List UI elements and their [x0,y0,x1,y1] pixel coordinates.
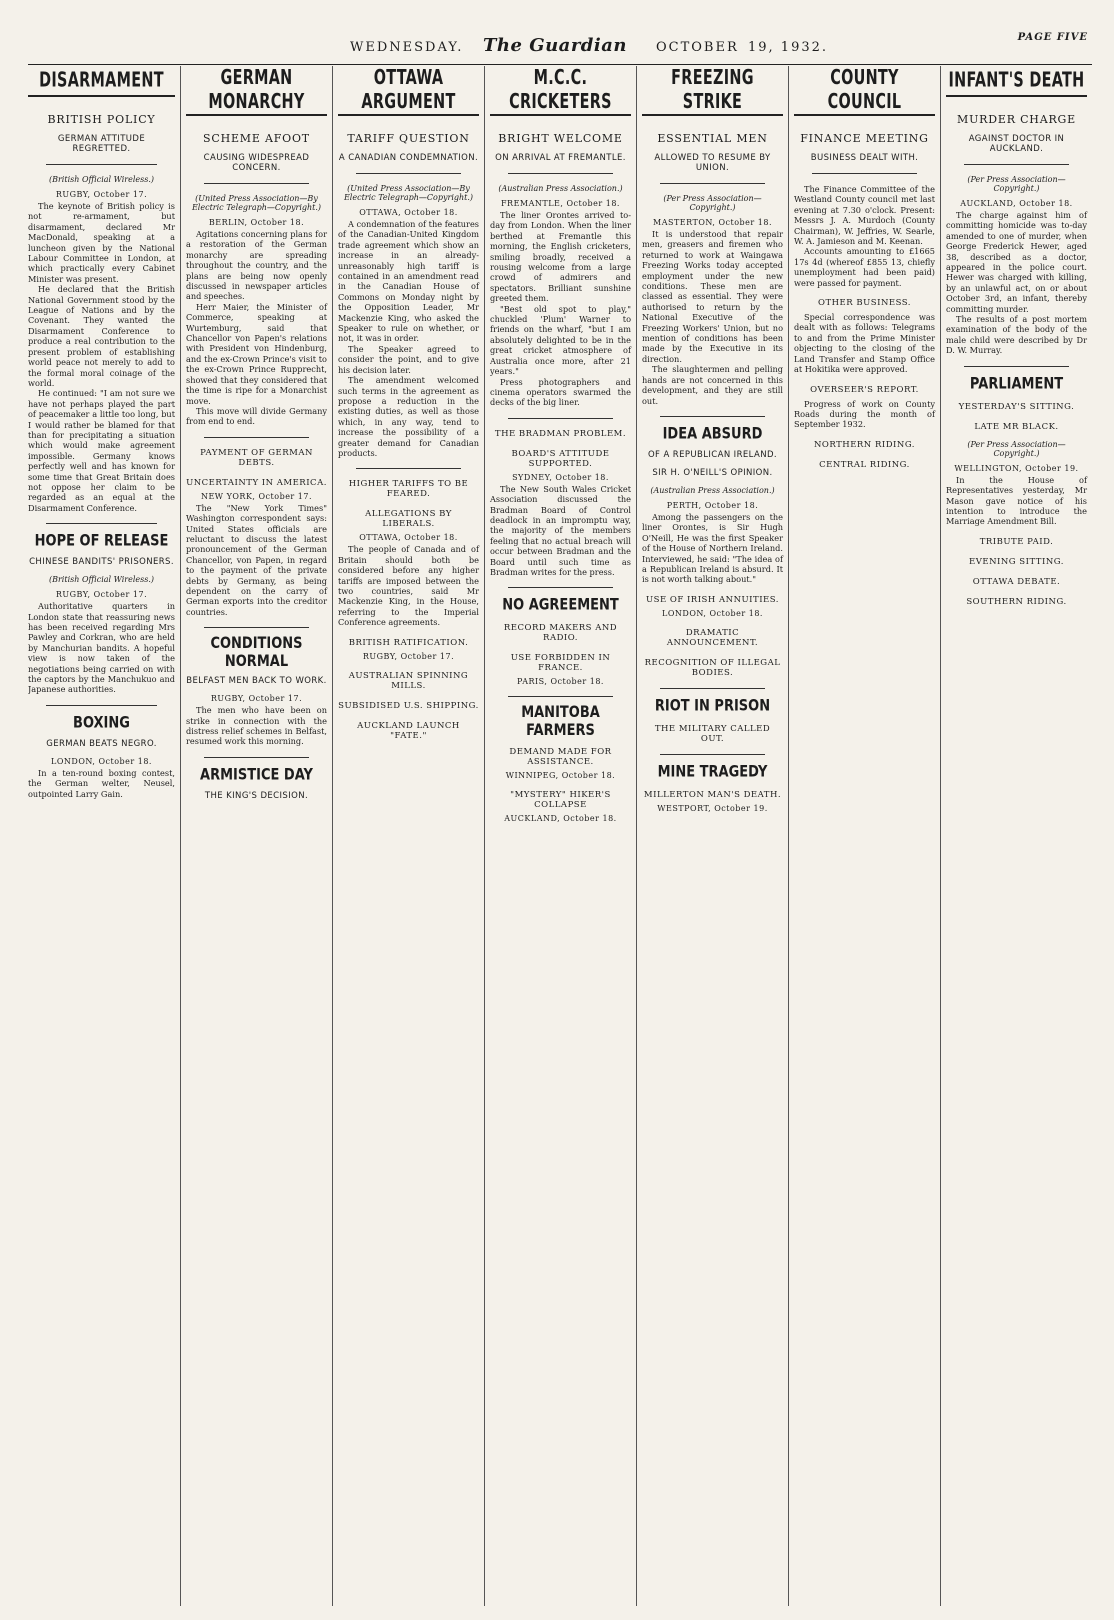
article-body [946,475,1087,527]
paragraph: Agitations concerning plans for a restoration of the German monarchy are spreading throughout the country, and the plans are being now openly discussed in newspaper articles and speeches. [186,229,327,302]
paragraph: "Best old spot to play," chuckled 'Plum' Warner to friends on the wharf, "but I am absolutely delighted to be in the great cricket atmosphere of Australia once more, after 21 years." [490,303,631,377]
rule [964,366,1069,367]
dateline: MASTERTON, October 18. [653,218,772,227]
section-head: TRIBUTE PAID. [979,536,1054,547]
deck: ON ARRIVAL AT FREMANTLE. [495,153,626,163]
section-head: NORTHERN RIDING. [813,439,916,450]
headline: ARMISTICE DAY [200,766,313,785]
section-head: SOUTHERN RIDING. [966,596,1067,607]
dateline: BERLIN, October 18. [208,218,305,227]
deck: THE KING'S DECISION. [204,790,309,801]
section-head: OTHER BUSINESS. [818,298,911,309]
rule [660,183,765,184]
section-head: BRITISH RATIFICATION. [348,637,469,648]
section-head: THE BRADMAN PROBLEM. [494,428,627,439]
credit-line: (Australian Press Association.) [498,184,623,193]
rule [660,416,765,417]
article-body [338,544,479,627]
headline: PARLIAMENT [969,375,1064,394]
article-body [642,229,783,406]
subheadline: MURDER CHARGE [957,113,1076,126]
headline: INFANT'S DEATH [948,67,1085,92]
section-sub: ALLEGATIONS BY LIBERALS. [365,509,452,530]
deck: CAUSING WIDESPREAD CONCERN. [203,153,310,173]
section-head: AUCKLAND LAUNCH "FATE." [357,720,460,741]
dateline: RUGBY, October 17. [55,590,148,600]
column-county-council [788,66,940,1606]
section-sub: RECOGNITION OF ILLEGAL BODIES. [644,657,781,678]
paragraph: The Speaker agreed to consider the point, and to give his decision later. [338,343,479,375]
column-german-monarchy [180,66,332,1606]
rule [338,114,479,116]
paragraph: In a ten-round boxing contest, the German welter, Neusel, outpointed Larry Gain. [28,767,175,799]
rule [204,627,309,628]
paragraph: Accounts amounting to £1665 17s 4d (whereof £855 13, chiefly unemployment had been paid) were passed for payment. [794,246,935,288]
paragraph: The slaughtermen and pelling hands are not concerned in this development, and they are still out. [642,364,783,406]
paragraph: The people of Canada and of Britain should both be considered before any higher tariffs are imposed between the two countries, said Mr Mackenzie King, in the House, referring to the Imperial Conference agreements. [338,544,479,628]
section-head: "MYSTERY" HIKER'S COLLAPSE [510,790,611,811]
deck: GERMAN BEATS NEGRO. [46,738,157,749]
column-mcc-cricketers [484,66,636,1606]
section-head: SUBSIDISED U.S. SHIPPING. [338,700,479,711]
rule [508,418,613,419]
subheadline: BRIGHT WELCOME [498,132,623,145]
rule [186,114,327,116]
article-body [186,229,327,427]
article-body [490,210,631,408]
masthead-month: OCTOBER [656,40,739,55]
paragraph: The keynote of British policy is not re-armament, but disarmament, declared Mr MacDonald, speaking at a luncheon given by the National Labour Committee in London, at which practically every Cabinet Minister was present. [28,201,175,284]
dateline: LONDON, October 18. [51,756,152,766]
paragraph: Herr Maier, the Minister of Commerce, speaking at Wurtemburg, said that Chancellor von Papen's relations with President von Hindenburg, and the ex-Crown Prince's visit to the ex-Crown Prince Rupprecht, showed that they considered that the time is ripe for a Monarchist move. [186,301,327,406]
rule [812,173,917,174]
paragraph: In the House of Representatives yesterday, Mr Mason gave notice of his intention to introduce the Marriage Amendment Bill. [946,474,1087,527]
dateline: WESTPORT, October 19. [657,803,768,813]
masthead [28,30,1092,65]
dateline: PARIS, October 18. [517,677,604,687]
article-body [28,768,175,799]
rule [356,468,461,469]
section-sub: THE MILITARY CALLED OUT. [654,723,771,744]
headline: BOXING [73,714,130,733]
section-sub: LATE MR BLACK. [974,421,1059,432]
rule [356,173,461,174]
paragraph: He declared that the British National Government stood by the League of Nations and by the Covenant. They wanted the Disarmament Conference to produce a real contribution to the present problem of establishing world peace not merely to add to the formal moral coinage of the world. [28,284,175,388]
masthead-day: WEDNESDAY. [350,40,464,55]
column-freezing-strike [636,66,788,1606]
rule [660,688,765,689]
dateline: WINNIPEG, October 18. [505,771,616,781]
paragraph: Authoritative quarters in London state that reassuring news has been received regarding Mrs Pawley and Corkran, who are held by Manchurian bandits. A hopeful view is now taken of the negotiations being carried on with the captors by the Manchukuo and Japanese authorities. [28,601,175,695]
dateline: PERTH, October 18. [666,500,759,510]
columns-grid [28,66,1092,1606]
article-body [794,184,935,288]
section-sub: USE FORBIDDEN IN FRANCE. [510,653,611,674]
deck: GERMAN ATTITUDE REGRETTED. [57,134,146,154]
section-head: CENTRAL RIDING. [819,459,910,470]
section-head: HIGHER TARIFFS TO BE FEARED. [348,479,469,500]
dateline: NEW YORK, October 17. [200,491,313,501]
paragraph: Progress of work on County Roads during the month of September 1932. [794,398,935,430]
headline: OTTAWA ARGUMENT [361,66,456,113]
rule [660,754,765,755]
deck: OF A REPUBLICAN IRELAND. [647,449,778,460]
deck: BELFAST MEN BACK TO WORK. [186,676,327,687]
article-body [28,601,175,695]
section-sub: DEMAND MADE FOR ASSISTANCE. [509,747,612,768]
subheadline: ESSENTIAL MEN [657,132,768,145]
credit-line: (Per Press Association—Copyright.) [967,439,1066,458]
deck: CHINESE BANDITS' PRISONERS. [29,557,174,568]
dateline: LONDON, October 18. [662,608,763,618]
subheadline: SCHEME AFOOT [203,132,310,145]
credit-line: (United Press Association—By Electric Telegraph—Copyright.) [343,184,474,202]
rule [508,696,613,697]
subheadline: TARIFF QUESTION [347,132,470,145]
paragraph: Press photographers and cinema operators swarmed the decks of the big liner. [490,376,631,408]
rule [204,183,309,184]
article-body [490,484,631,578]
dateline: OTTAWA, October 18. [359,533,458,543]
paragraph: The men who have been on strike in connection with the distress relief schemes in Belfast, resumed work this morning. [186,705,327,747]
headline: DISARMAMENT [39,67,164,92]
dateline: FREMANTLE, October 18. [501,199,620,208]
dateline: OTTAWA, October 18. [359,208,458,217]
section-head: EVENING SITTING. [969,556,1064,567]
headline: RIOT IN PRISON [654,697,771,716]
article-body [946,210,1087,356]
section-head: AUSTRALIAN SPINNING MILLS. [348,670,469,691]
dateline: AUCKLAND, October 18. [504,814,617,824]
column-disarmament [28,66,180,1606]
paragraph: It is understood that repair men, greasers and firemen who returned to work at Waingawa Freezing Works today accepted employment under the new conditions. These men are classed as essential. They were authorised to return by the National Executive of the Freezing Workers' Union, but no mention of conditions has been made by the Executive in its direction. [642,229,783,364]
credit-line: (Per Press Association—Copyright.) [663,194,762,212]
article-body [186,705,327,747]
headline: MANITOBA FARMERS [521,704,600,741]
section-sub: UNCERTAINTY IN AMERICA. [186,477,327,488]
credit-line: (British Official Wireless.) [48,575,155,585]
article-body [794,312,935,374]
rule [46,705,157,706]
rule [964,164,1069,165]
paragraph: The liner Orontes arrived to-day from London. When the liner berthed at Fremantle this morning, the English cricketers, smiling broadly, received a rousing welcome from a large crowd of admirers and spectators. Brilliant sunshine greeted them. [490,210,631,304]
article-body [28,201,175,513]
rule [46,523,157,524]
section-sub: YESTERDAY'S SITTING. [958,401,1075,412]
section-sub: BOARD'S ATTITUDE SUPPORTED. [511,448,610,469]
headline: COUNTY COUNCIL [827,66,902,113]
column-infants-death [940,66,1092,1606]
credit-line: (Australian Press Association.) [650,485,775,495]
rule [508,173,613,174]
page-number: PAGE FIVE [1017,32,1088,43]
paragraph: The New South Wales Cricket Association discussed the Bradman Board of Control deadlock in an impromptu way, the majority of the members feeling that no actual breach will occur between Bradman and the Board until such time as Bradman writes for the press. [490,483,631,577]
credit-line: (Per Press Association—Copyright.) [967,175,1066,193]
dateline: AUCKLAND, October 18. [960,199,1073,208]
dateline: RUGBY, October 17. [362,651,455,661]
paragraph: The Finance Committee of the Westland County council met last evening at 7.30 o'clock. Present: Messrs J. A. Murdoch (County Chairman), W. Jeffries, W. Searle, W. A. Jamieson and M. Keenan. [794,184,935,247]
headline: MINE TRAGEDY [657,763,768,782]
deck: AGAINST DOCTOR IN AUCKLAND. [968,134,1065,154]
subheadline: BRITISH POLICY [47,113,156,126]
headline: NO AGREEMENT [502,596,619,615]
subheadline: FINANCE MEETING [800,132,929,145]
dateline: SYDNEY, October 18. [512,472,609,482]
headline: M.C.C. CRICKETERS [509,66,612,113]
dateline: RUGBY, October 17. [210,694,303,704]
headline: HOPE OF RELEASE [34,532,169,551]
article-body [338,219,479,458]
paragraph: The amendment welcomed such terms in the agreement as propose a reduction in the existing duties, as well as those which, in any way, tend to increase the possibility of a greater demand for Canadian products. [338,375,479,458]
paragraph: Special correspondence was dealt with as follows: Telegrams to and from the Prime Minister objecting to the closing of the Land Transfer and Stamp Office at Hokitika were approved. [794,312,935,375]
dateline: WELLINGTON, October 19. [954,463,1079,473]
dateline: RUGBY, October 17. [55,190,148,199]
paragraph: The charge against him of committing homicide was to-day amended to one of murder, when George Frederick Hewer, aged 38, described as a doctor, appeared in the police court. Hewer was charged with killing, by an unlawful act, on or about October 3rd, an infant, thereby committing murder. [946,210,1087,314]
article-body [794,399,935,430]
article-body [642,512,783,585]
headline: FREEZING STRIKE [671,66,754,113]
article-body [186,503,327,617]
paragraph: A condemnation of the features of the Canadian-United Kingdom trade agreement which show an increase in an already-unreasonably high tariff is contained in an amendment read in the Canadian House of Commons on Monday night by the Opposition Leader, Mr Mackenzie King, who asked the Speaker to rule on whether, or not, it was in order. [338,219,479,344]
headline: GERMAN MONARCHY [208,66,305,113]
section-sub: MILLERTON MAN'S DEATH. [643,789,782,800]
deck: A CANADIAN CONDEMNATION. [338,153,479,163]
rule [28,95,175,97]
rule [204,757,309,758]
paragraph: This move will divide Germany from end to end. [186,405,327,427]
paragraph: Among the passengers on the liner Orontes, is Sir Hugh O'Neill, He was the first Speaker of the House of Northern Ireland. Interviewed, he said: "The idea of a Republican Ireland is absurd. It is not worth talking about." [642,511,783,585]
paragraph: The "New York Times" Washington correspondent says: United States officials are reluctant to discuss the latest pronouncement of the German Chancellor, von Papen, in regard to the payment of the private debts by Germany, as being dependent on the carry of German exports into the creditor countries. [186,502,327,617]
rule [642,114,783,116]
section-head: OTTAWA DEBATE. [972,576,1061,587]
deck: ALLOWED TO RESUME BY UNION. [654,153,771,173]
section-head: OVERSEER'S REPORT. [810,384,919,395]
deck: BUSINESS DEALT WITH. [810,153,919,163]
deck: SIR H. O'NEILL'S OPINION. [652,467,773,478]
section-sub: RECORD MAKERS AND RADIO. [503,623,618,644]
rule [794,114,935,116]
masthead-title: The Guardian [483,35,627,56]
credit-line: (British Official Wireless.) [48,175,155,184]
column-ottawa-argument [332,66,484,1606]
masthead-date: 19, 1932. [748,40,829,55]
rule [946,95,1087,97]
headline: CONDITIONS NORMAL [210,635,303,672]
rule [204,437,309,438]
credit-line: (United Press Association—By Electric Telegraph—Copyright.) [191,194,322,212]
paragraph: The results of a post mortem examination of the body of the male child were described by Dr D. W. Murray. [946,314,1087,356]
headline: IDEA ABSURD [662,425,763,444]
rule [508,587,613,588]
section-head: PAYMENT OF GERMAN DEBTS. [200,447,313,468]
rule [46,164,157,165]
section-head: USE OF IRISH ANNUITIES. [645,594,779,605]
rule [490,114,631,116]
section-head: DRAMATIC ANNOUNCEMENT. [666,627,759,648]
paragraph: He continued: "I am not sure we have not perhaps played the part of peacemaker a little too long, but I would rather be blamed for that than for precipitating a situation which would make agreement impossible. Germany knows perfectly well and has known for some time that Great Britain does not oppose her claim to be regarded as an equal at the Disarmament Conference. [28,388,175,513]
